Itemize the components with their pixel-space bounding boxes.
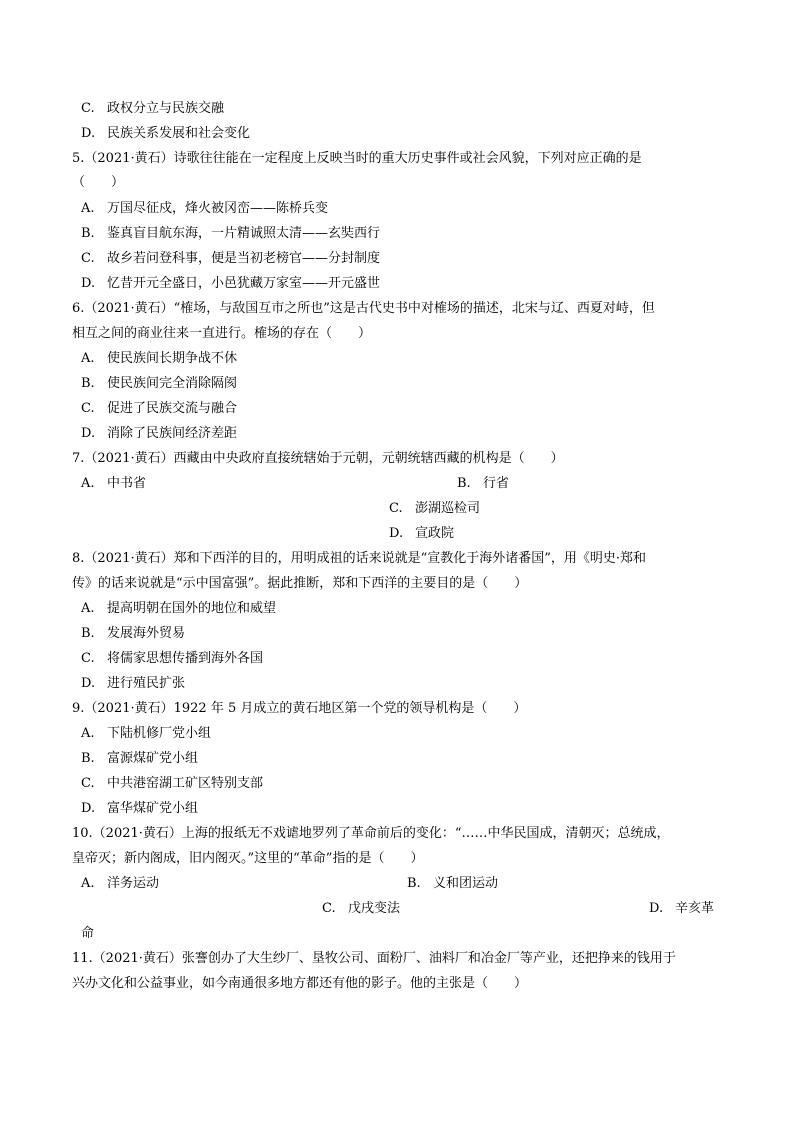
question-8-stem-cont: 传》的话来说就是“示中国富强”。据此推断，郑和下西洋的主要目的是（ ） — [72, 576, 528, 591]
option-letter: A. — [81, 476, 95, 491]
option-text: 万国尽征戍，烽火被冈峦——陈桥兵变 — [107, 201, 329, 216]
option-text: 使民族间长期争战不休 — [107, 351, 238, 366]
option-letter: D. — [81, 126, 96, 141]
option-text: 行省 — [483, 476, 510, 491]
option-letter: D. — [649, 901, 664, 916]
list-item — [81, 226, 380, 242]
list-item — [81, 751, 198, 767]
option-text: 富华煤矿党小组 — [107, 801, 199, 816]
option-text: 戊戌变法 — [348, 901, 401, 916]
question-6-stem-cont: 相互之间的商业往来一直进行。榷场的存在（ ） — [72, 326, 372, 341]
option-text: 使民族间完全消除隔阂 — [107, 376, 238, 391]
list-item — [81, 376, 237, 392]
option-text: 忆昔开元全盛日，小邑犹藏万家室——开元盛世 — [107, 276, 381, 291]
option-letter: C. — [81, 776, 95, 791]
question-5-stem-cont: （ ） — [72, 175, 125, 190]
option-text: 宣政院 — [415, 526, 455, 541]
option-text: 提高明朝在国外的地位和威望 — [107, 601, 277, 616]
option-text: 中共港窑湖工矿区特别支部 — [107, 776, 264, 791]
list-item — [407, 876, 498, 892]
question-10-stem: 10.（2021·黄石）上海的报纸无不戏谑地罗列了革命前后的变化：“……中华民国成，清朝灭；总统成， — [72, 826, 670, 841]
question-11-stem-cont: 兴办文化和公益事业，如今南通很多地方都还有他的影子。他的主张是（ ） — [72, 976, 528, 991]
list-item — [81, 876, 159, 892]
option-letter: B. — [81, 226, 95, 241]
list-item — [81, 626, 185, 642]
option-letter: A. — [81, 201, 95, 216]
option-text: 促进了民族交流与融合 — [107, 401, 238, 416]
option-letter: A. — [81, 351, 95, 366]
option-letter: B. — [81, 376, 95, 391]
option-text: 洋务运动 — [107, 876, 160, 891]
list-item — [81, 476, 146, 492]
list-item — [81, 126, 250, 142]
list-item — [322, 901, 400, 917]
option-letter: D. — [389, 526, 404, 541]
list-item — [81, 676, 185, 692]
option-letter: D. — [81, 426, 96, 441]
option-letter: C. — [389, 501, 403, 516]
list-item — [81, 401, 237, 417]
option-text: 进行殖民扩张 — [107, 676, 186, 691]
list-item — [81, 101, 224, 117]
question-5-stem: 5.（2021·黄石）诗歌往往能在一定程度上反映当时的重大历史事件或社会风貌，下列对应正确的是 — [72, 151, 642, 166]
list-item — [81, 776, 263, 792]
option-text: 富源煤矿党小组 — [107, 751, 199, 766]
list-item — [649, 901, 714, 917]
option-text: 澎湖巡检司 — [415, 501, 481, 516]
list-item — [81, 276, 380, 292]
option-letter: D. — [81, 276, 96, 291]
list-item — [389, 501, 480, 517]
list-item — [457, 476, 509, 492]
option-letter: C. — [81, 651, 95, 666]
option-letter: C. — [81, 101, 95, 116]
option-letter: B. — [81, 751, 95, 766]
option-text: 将儒家思想传播到海外各国 — [107, 651, 264, 666]
question-10-stem-cont: 皇帝灭；新内阁成，旧内阁灭。”这里的“革命”指的是（ ） — [72, 851, 424, 866]
question-7-stem: 7.（2021·黄石）西藏由中央政府直接统辖始于元朝，元朝统辖西藏的机构是（ ） — [72, 451, 564, 466]
option-letter: A. — [81, 726, 95, 741]
list-item — [81, 726, 211, 742]
question-8-stem: 8.（2021·黄石）郑和下西洋的目的，用明成祖的话来说就是“宣教化于海外诸番国”，用《明史·郑和 — [72, 551, 647, 566]
option-letter: A. — [81, 601, 95, 616]
option-text: 消除了民族间经济差距 — [107, 426, 238, 441]
option-text: 鉴真盲目航东海，一片精诚照太清——玄奘西行 — [107, 226, 381, 241]
list-item — [81, 651, 263, 667]
list-item — [81, 251, 380, 267]
option-letter: B. — [457, 476, 471, 491]
list-item — [81, 201, 328, 217]
option-letter: C. — [322, 901, 336, 916]
list-item — [81, 601, 276, 617]
option-text: 辛亥革 — [675, 901, 715, 916]
option-letter: D. — [81, 676, 96, 691]
option-letter: C. — [81, 251, 95, 266]
option-text: 义和团运动 — [433, 876, 499, 891]
option-text: 民族关系发展和社会变化 — [107, 126, 251, 141]
option-letter: A. — [81, 876, 95, 891]
question-9-stem: 9.（2021·黄石）1922 年 5 月成立的黄石地区第一个党的领导机构是（ ） — [72, 701, 527, 716]
option-text: 中书省 — [107, 476, 147, 491]
list-item — [81, 426, 237, 442]
list-item — [81, 351, 237, 367]
option-text: 下陆机修厂党小组 — [107, 726, 212, 741]
option-letter: C. — [81, 401, 95, 416]
option-letter: D. — [81, 801, 96, 816]
option-letter: B. — [407, 876, 421, 891]
option-text: 故乡若问登科事，便是当初老榜官——分封制度 — [107, 251, 381, 266]
list-item — [81, 801, 198, 817]
list-item — [389, 526, 454, 542]
question-6-stem: 6.（2021·黄石）“榷场，与敌国互市之所也”这是古代史书中对榷场的描述，北宋与辽、西夏对峙，但 — [72, 301, 655, 316]
option-text: 政权分立与民族交融 — [107, 101, 225, 116]
option-text: 发展海外贸易 — [107, 626, 186, 641]
option-wrap-text: 命 — [81, 926, 95, 941]
question-11-stem: 11.（2021·黄石）张謇创办了大生纱厂、垦牧公司、面粉厂、油料厂和冶金厂等产业，还把挣来的钱用于 — [72, 951, 676, 966]
option-letter: B. — [81, 626, 95, 641]
